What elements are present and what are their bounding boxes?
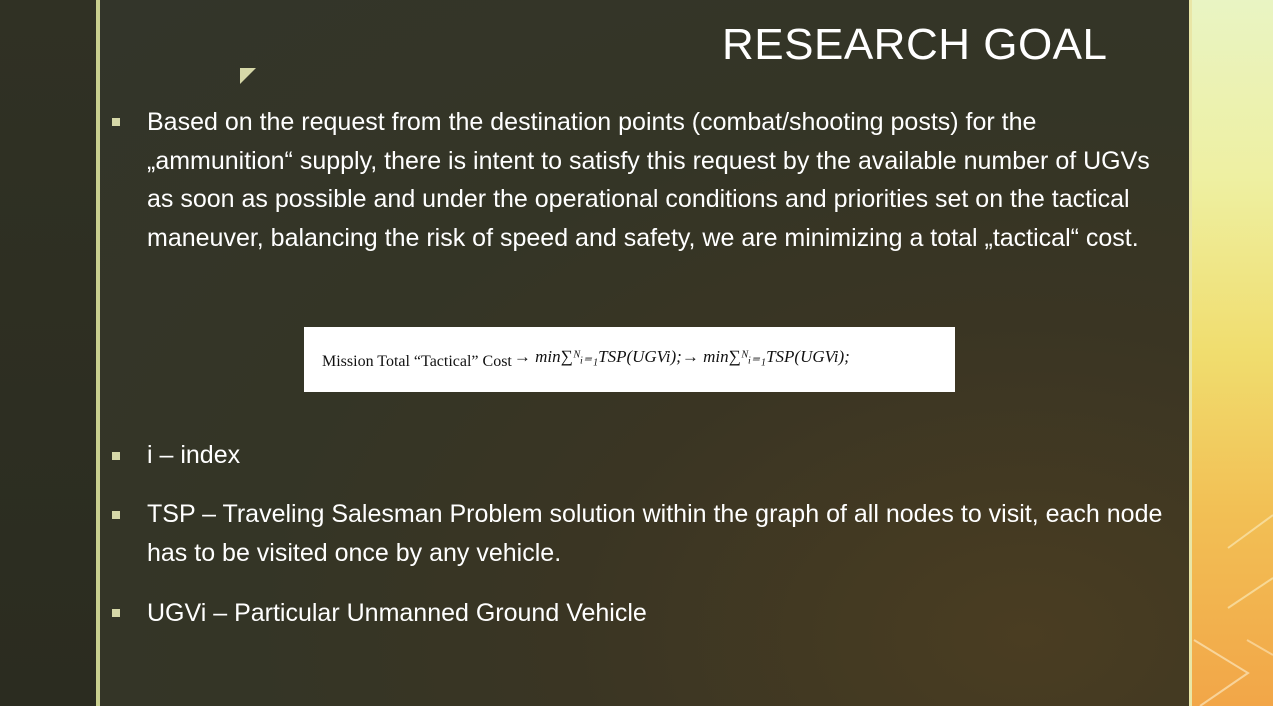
ugvi-item: UGVi – Particular Unmanned Ground Vehicle (147, 599, 647, 627)
corner-triangle-icon (240, 68, 256, 84)
slide-title: RESEARCH GOAL (722, 20, 1108, 69)
bullet-icon (112, 452, 120, 460)
right-decoration-strip (1192, 0, 1273, 706)
index-item: i – index (147, 441, 241, 469)
left-margin-strip (0, 0, 96, 706)
tsp-item: TSP – Traveling Salesman Problem solution within the graph of all nodes to visit, each node has to be visited once by any vehicle. (147, 500, 1163, 567)
formula-image (304, 327, 955, 392)
bullet-icon (112, 511, 120, 519)
goal-paragraph: Based on the request from the destination points (combat/shooting posts) for the „ammunition“ supply, there is intent to satisfy this request by the available number of UGVs as soon as possible and under the operational conditions and priorities set on the tactical maneuver, balancing the risk of speed and safety, we are minimizing a total „tactical“ cost. (147, 108, 1150, 252)
chevron-decoration-icon (1192, 0, 1273, 706)
formula-label: Mission Total “Tactical” Cost (322, 352, 512, 370)
bullet-icon (112, 118, 120, 126)
formula-expression: → min∑ᴺᵢ₌₁TSP(UGVi);→ min∑ᴺᵢ₌₁TSP(UGVi); (513, 346, 850, 366)
bullet-icon (112, 609, 120, 617)
